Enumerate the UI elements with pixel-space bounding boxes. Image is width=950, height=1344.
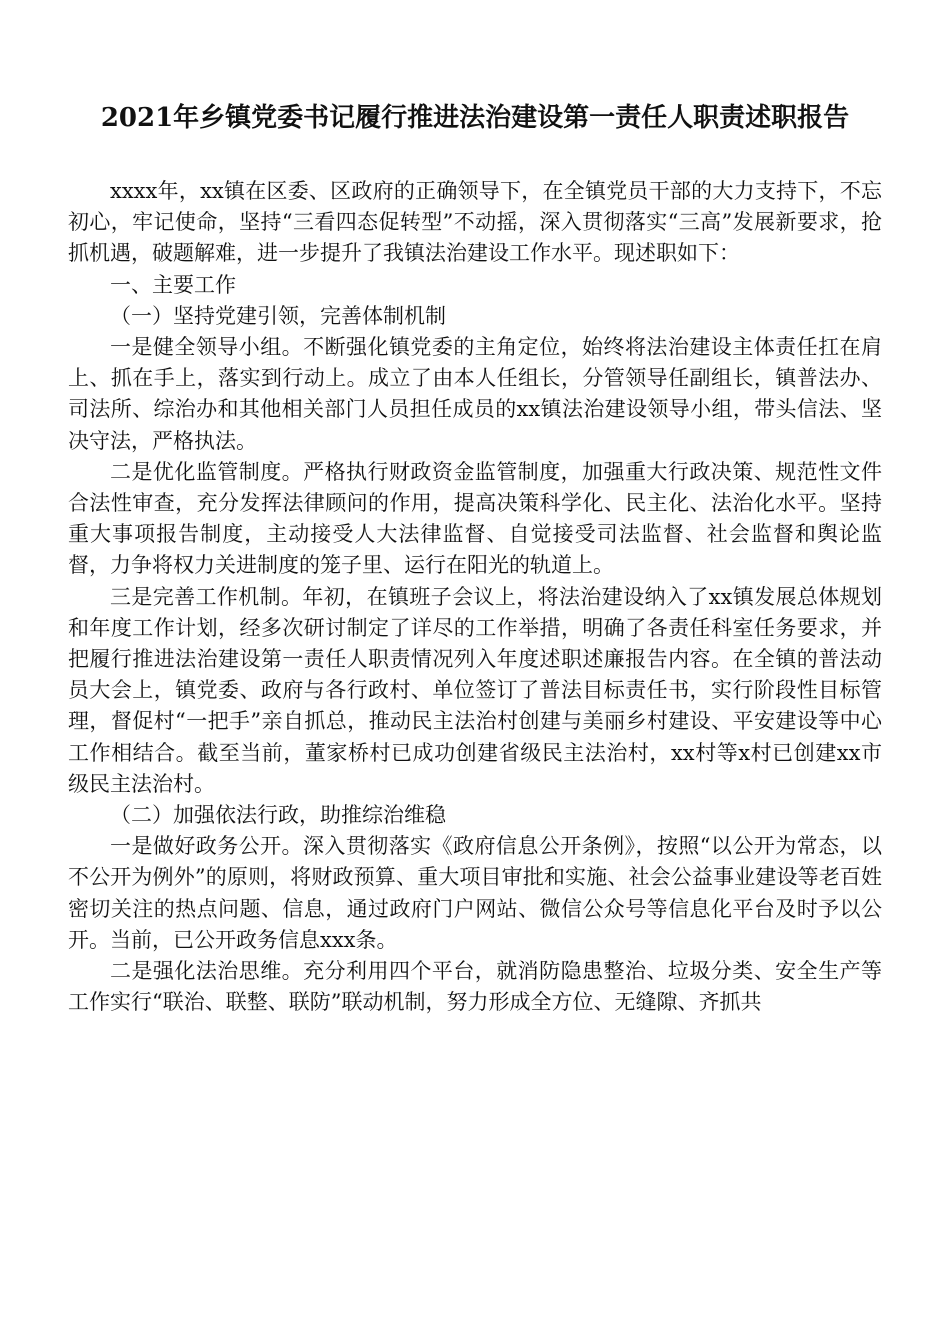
subsection-heading-party-building: （一）坚持党建引领，完善体制机制 xyxy=(110,303,446,328)
body-paragraph: 三是完善工作机制。年初，在镇班子会议上，将法治建设纳入了xx镇发展总体规划和年度工作计划，经多次研讨制定了详尽的工作举措，明确了各责任科室任务要求，并把履行推进法治建设第一责任人职责情况列入年度述职述廉报告内容。在全镇的普法动员大会上，镇党委、政府与各行政村、单位签订了普法目标责任书，实行阶段性目标管理，督促村“一把手”亲自抓总，推动民主法治村创建与美丽乡村建设、平安建设等中心工作相结合。截至当前，董家桥村已成功创建省级民主法治村，xx村等x村已创建xx市级民主法治村。 xyxy=(68,584,882,796)
document-body xyxy=(68,176,882,1018)
body-paragraph: 二是优化监管制度。严格执行财政资金监管制度，加强重大行政决策、规范性文件合法性审查，充分发挥法律顾问的作用，提高决策科学化、民主化、法治化水平。坚持重大事项报告制度，主动接受人大法律监督、自觉接受司法监督、社会监督和舆论监督，力争将权力关进制度的笼子里、运行在阳光的轨道上。 xyxy=(68,459,882,578)
intro-paragraph: xxxx年，xx镇在区委、区政府的正确领导下，在全镇党员干部的大力支持下，不忘初心，牢记使命，坚持“三看四态促转型”不动摇，深入贯彻落实“三高”发展新要求，抢抓机遇，破题解难，进一步提升了我镇法治建设工作水平。现述职如下： xyxy=(68,179,882,266)
section-heading-main-work: 一、主要工作 xyxy=(110,272,236,297)
body-paragraph: 一是做好政务公开。深入贯彻落实《政府信息公开条例》，按照“以公开为常态，以不公开为例外”的原则，将财政预算、重大项目审批和实施、社会公益事业建设等老百姓密切关注的热点问题、信息，通过政府门户网站、微信公众号等信息化平台及时予以公开。当前，已公开政务信息xxx条。 xyxy=(68,834,882,952)
subsection-heading-law-administration: （二）加强依法行政，助推综治维稳 xyxy=(110,803,446,828)
document-title: 2021年乡镇党委书记履行推进法治建设第一责任人职责述职报告 xyxy=(100,103,850,133)
body-paragraph: 一是健全领导小组。不断强化镇党委的主角定位，始终将法治建设主体责任扛在肩上、抓在手上，落实到行动上。成立了由本人任组长，分管领导任副组长，镇普法办、司法所、综治办和其他相关部门人员担任成员的xx镇法治建设领导小组，带头信法、坚决守法，严格执法。 xyxy=(68,335,882,453)
document-page xyxy=(68,0,882,1018)
body-paragraph: 二是强化法治思维。充分利用四个平台，就消防隐患整治、垃圾分类、安全生产等工作实行“联治、联整、联防”联动机制，努力形成全方位、无缝隙、齐抓共 xyxy=(68,959,882,1015)
